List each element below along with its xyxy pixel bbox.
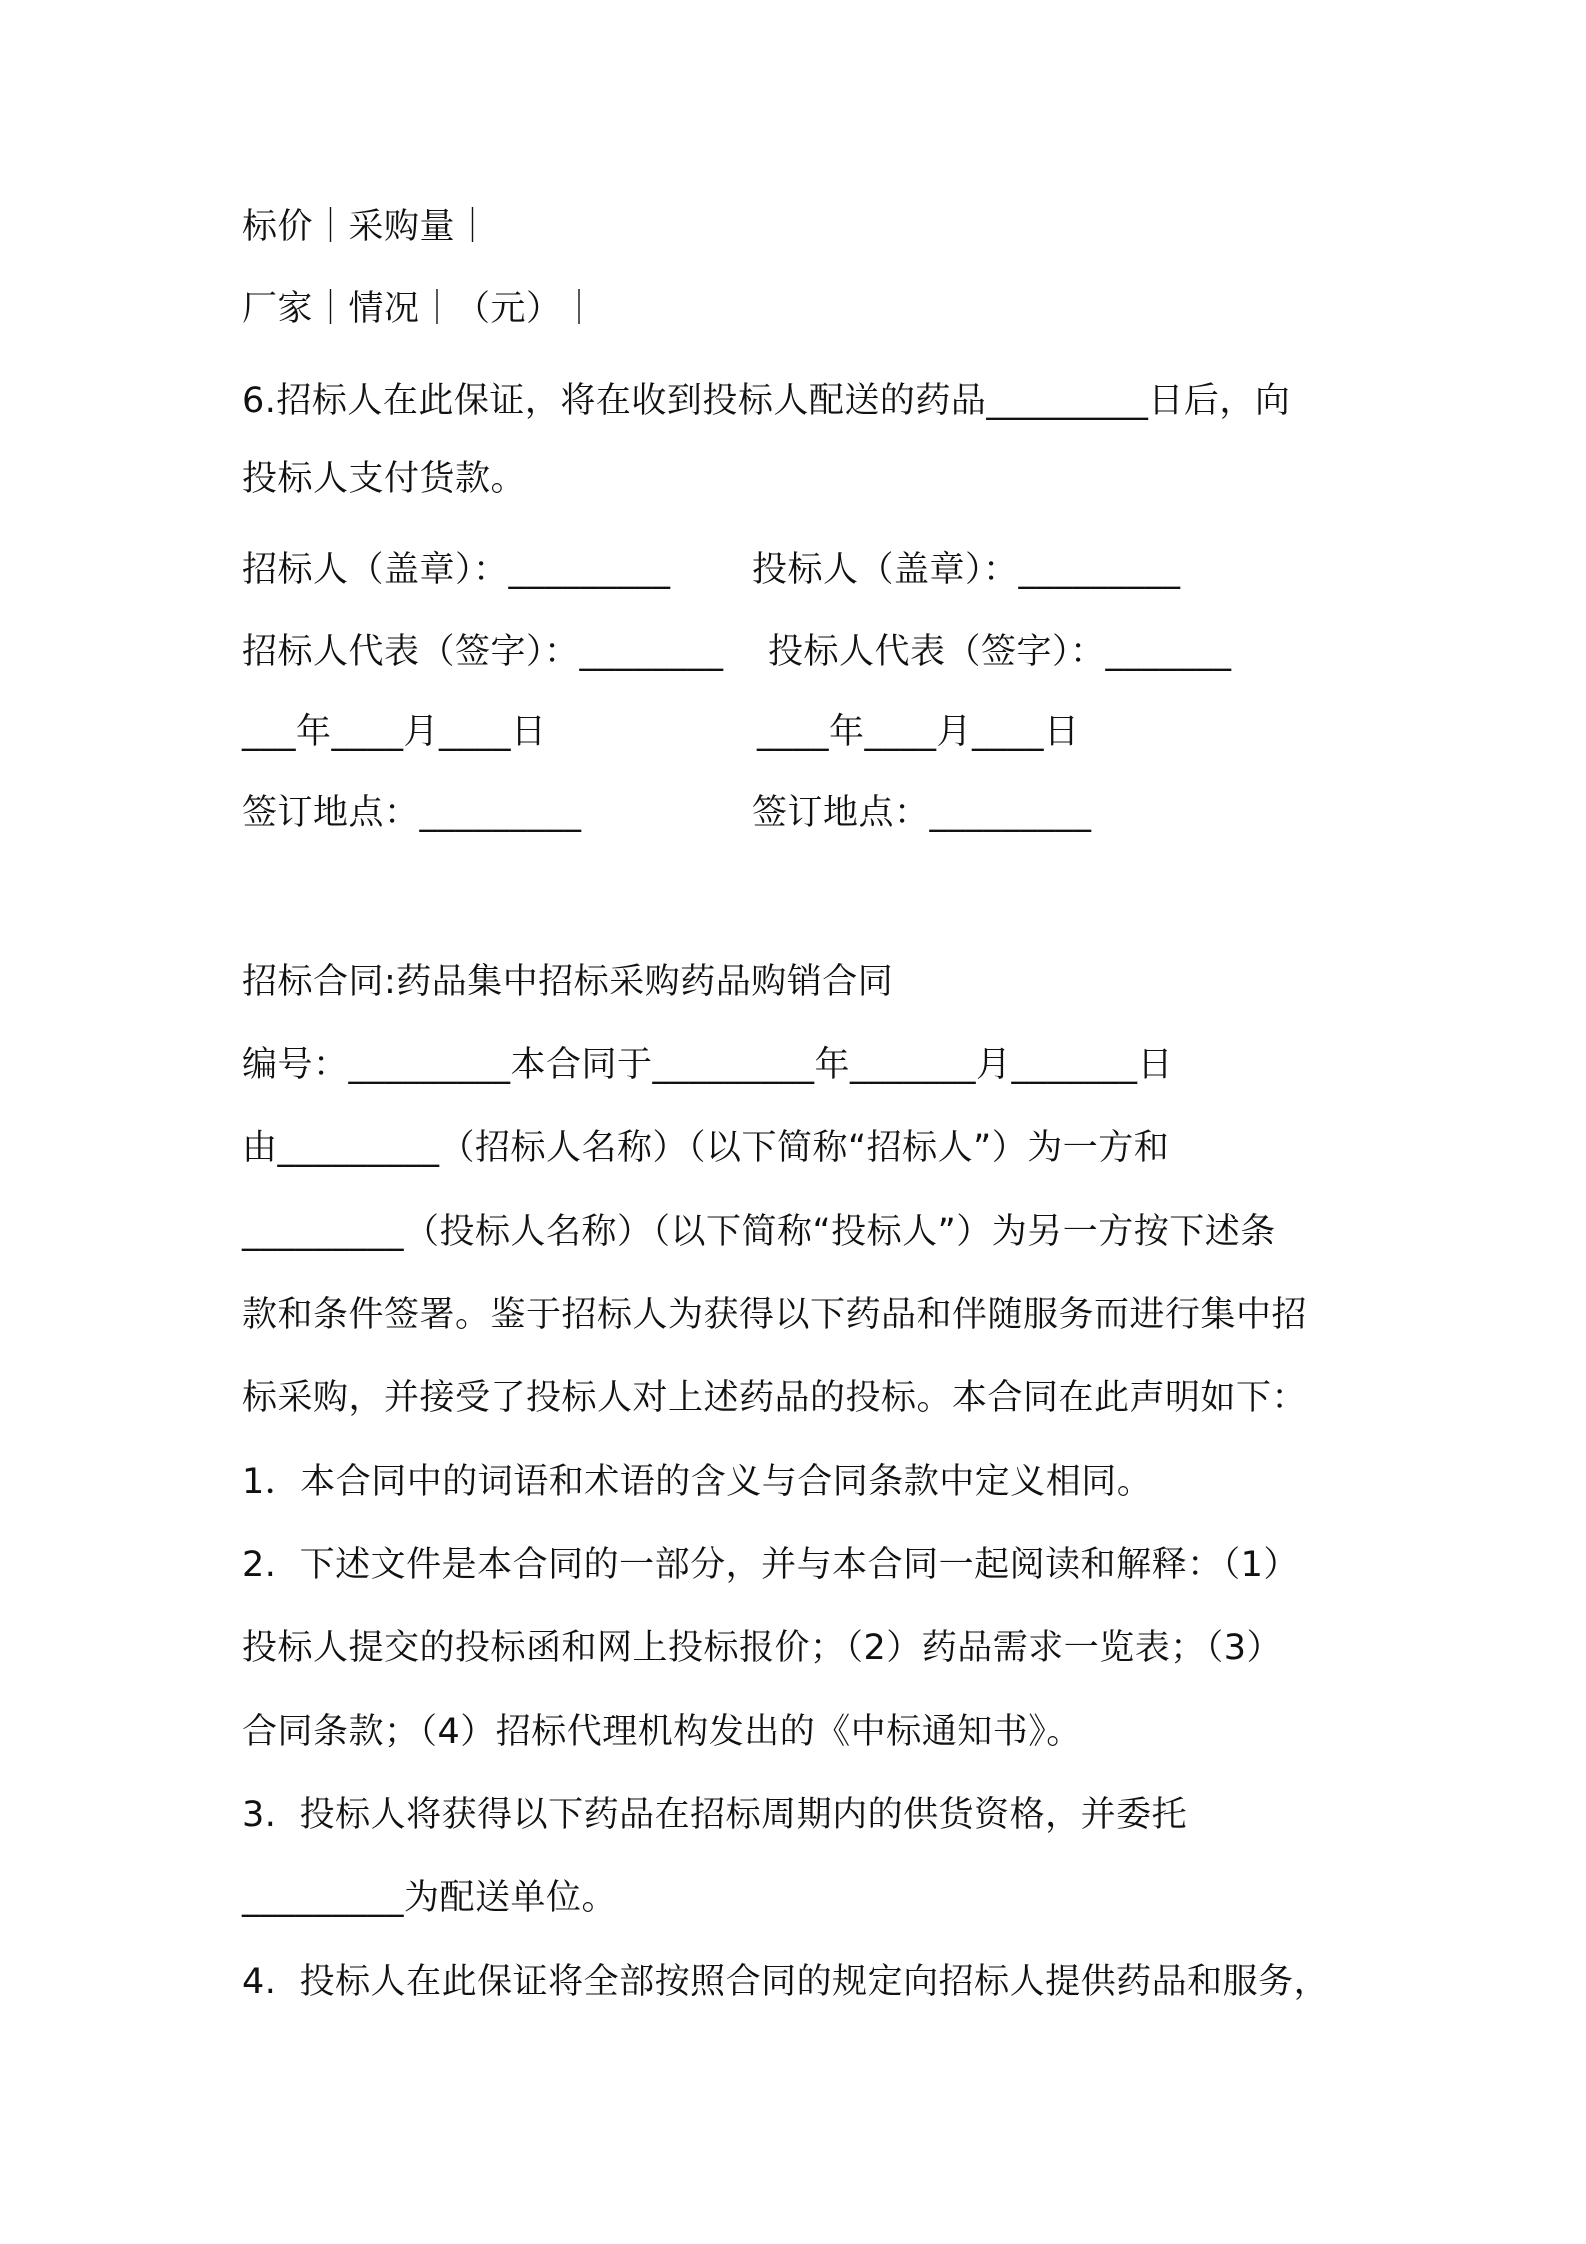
- contract-title: 招标合同:药品集中招标采购药品购销合同: [242, 962, 894, 1002]
- contract-line-1: 编号：_________本合同于_________年_______月_______日: [242, 1045, 1174, 1085]
- contract-line-9: 合同条款；（4）招标代理机构发出的《中标通知书》。: [242, 1712, 1082, 1752]
- bidder-representative: 投标人代表（签字）：_______: [768, 632, 1232, 672]
- clause-6-line-2: 投标人支付货款。: [242, 459, 527, 499]
- contract-line-5: 标采购，并接受了投标人对上述药品的投标。本合同在此声明如下：: [242, 1378, 1308, 1418]
- contract-line-3: _________（投标人名称）（以下简称“投标人”）为另一方按下述条: [242, 1212, 1276, 1252]
- table-row-price: 标价｜采购量｜: [242, 207, 491, 247]
- contract-line-10: 3. 投标人将获得以下药品在招标周期内的供货资格，并委托: [242, 1795, 1188, 1835]
- clause-6-line-1: 6.招标人在此保证，将在收到投标人配送的药品_________日后，向: [242, 381, 1291, 421]
- bidder-signing-place: 签订地点：_________: [752, 793, 1092, 833]
- contract-line-7: 2. 下述文件是本合同的一部分，并与本合同一起阅读和解释：（1）: [242, 1545, 1299, 1585]
- contract-line-12: 4. 投标人在此保证将全部按照合同的规定向招标人提供药品和服务，: [242, 1962, 1330, 2002]
- contract-line-11: _________为配送单位。: [242, 1878, 618, 1918]
- bidder-seal: 投标人（盖章）：_________: [752, 550, 1181, 590]
- tenderer-signing-place: 签订地点：_________: [242, 793, 582, 833]
- bidder-date: ____年____月____日: [757, 712, 1080, 752]
- tenderer-date: ___年____月____日: [242, 712, 547, 752]
- contract-line-6: 1．本合同中的词语和术语的含义与合同条款中定义相同。: [242, 1462, 1153, 1502]
- tenderer-representative: 招标人代表（签字）：________: [242, 632, 724, 672]
- table-row-manufacturer: 厂家｜情况｜（元）｜: [242, 289, 598, 329]
- contract-line-8: 投标人提交的投标函和网上投标报价；（2）药品需求一览表；（3）: [242, 1628, 1283, 1668]
- contract-line-2: 由_________（招标人名称）（以下简称“招标人”）为一方和: [242, 1128, 1170, 1168]
- tenderer-seal: 招标人（盖章）：_________: [242, 550, 671, 590]
- contract-line-4: 款和条件签署。鉴于招标人为获得以下药品和伴随服务而进行集中招: [242, 1295, 1308, 1335]
